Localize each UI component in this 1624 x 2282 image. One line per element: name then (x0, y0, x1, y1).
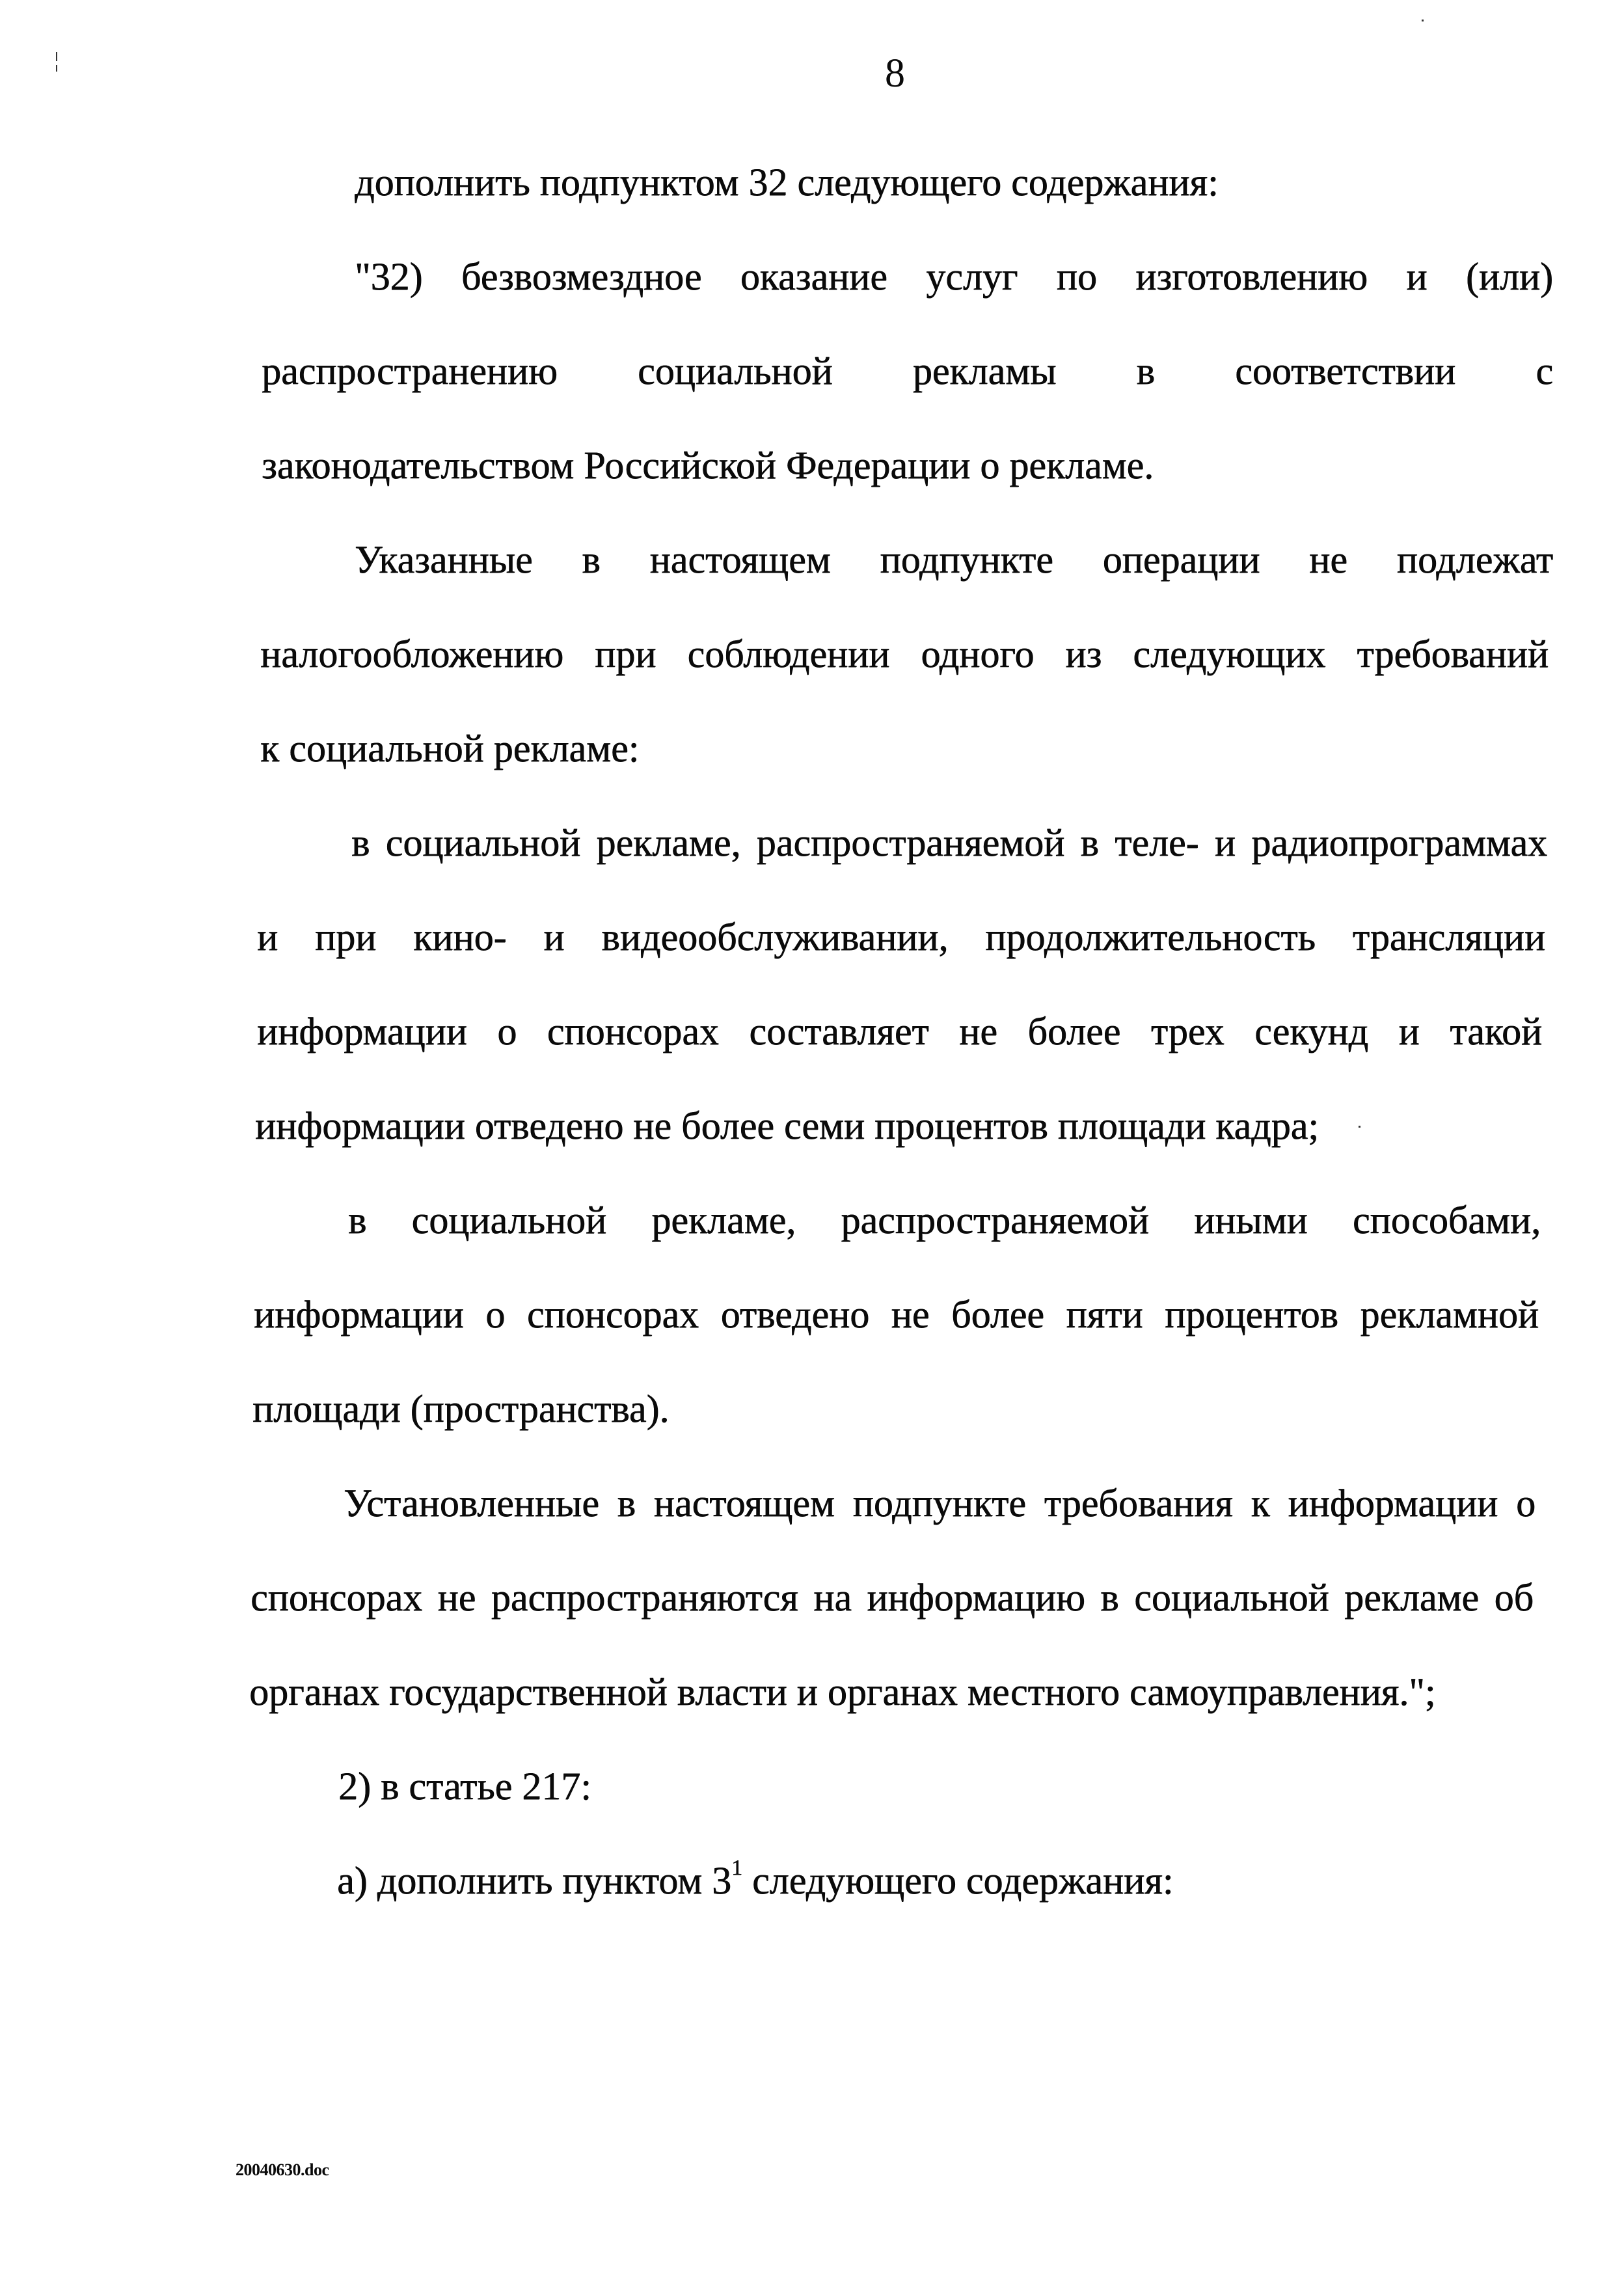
text-fragment: а) дополнить пунктом 3 (337, 1859, 732, 1902)
scan-speck (56, 52, 57, 61)
text-line: в социальной рекламе, распространяемой в теле- и радиопрограммах (351, 821, 1547, 864)
text-line: "32) безвозмездное оказание услуг по изготовлению и (или) (355, 255, 1553, 298)
text-line: Указанные в настоящем подпункте операции не подлежат (355, 538, 1553, 581)
scan-speck (1359, 1126, 1360, 1128)
text-line: информации о спонсорах отведено не более пяти процентов рекламной (254, 1293, 1539, 1336)
text-fragment: следующего содержания: (742, 1859, 1174, 1902)
text-line: законодательством Российской Федерации о рекламе. (262, 444, 1154, 487)
text-line: 2) в статье 217: (338, 1765, 591, 1808)
scan-speck (56, 65, 57, 72)
text-line: и при кино- и видеообслуживании, продолжительность трансляции (257, 916, 1545, 958)
superscript: 1 (731, 1856, 743, 1880)
text-line: площади (пространства). (252, 1387, 670, 1430)
text-line: к социальной рекламе: (260, 727, 640, 770)
scan-speck (1422, 20, 1424, 21)
text-line: распространению социальной рекламы в соответствии с (262, 349, 1553, 392)
text-line: налогообложению при соблюдении одного из следующих требований (260, 632, 1549, 675)
text-line-with-superscript (337, 1856, 1174, 1902)
page-number: 8 (885, 51, 905, 96)
text-line: информации о спонсорах составляет не более трех секунд и такой (257, 1010, 1542, 1053)
text-line: спонсорах не распространяются на информацию в социальной рекламе об (250, 1576, 1534, 1619)
text-line: органах государственной власти и органах местного самоуправления."; (249, 1670, 1436, 1713)
text-line: информации отведено не более семи процентов площади кадра; (255, 1104, 1319, 1147)
text-line: дополнить подпунктом 32 следующего содержания: (355, 161, 1219, 204)
text-line: Установленные в настоящем подпункте требования к информации о (344, 1482, 1536, 1525)
footer-filename: 20040630.doc (236, 2160, 329, 2179)
text-line: в социальной рекламе, распространяемой иными способами, (348, 1199, 1541, 1242)
